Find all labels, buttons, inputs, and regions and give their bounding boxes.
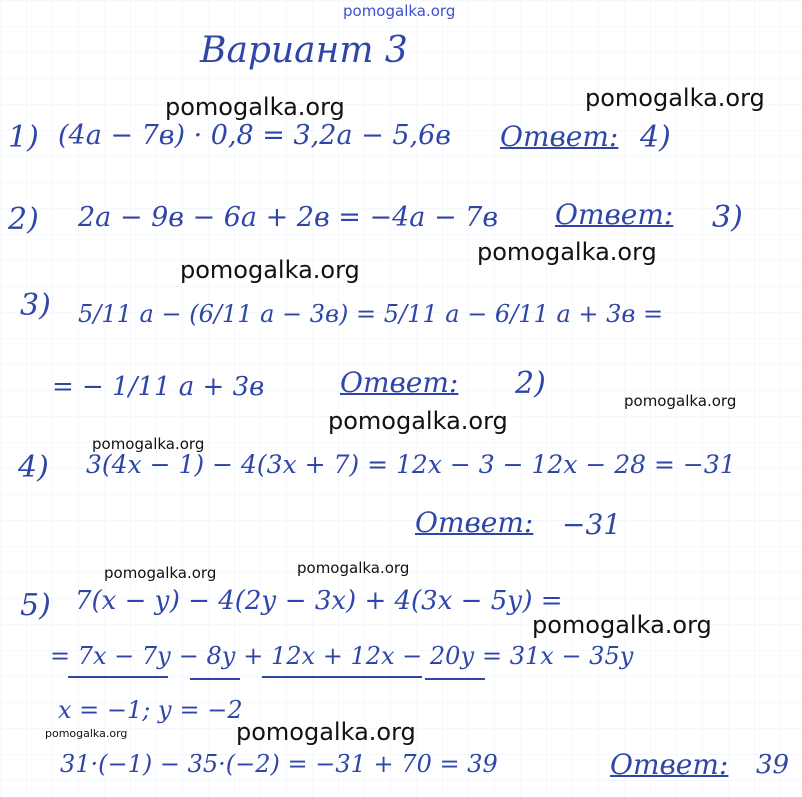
problem-4-answer: −31: [562, 508, 622, 541]
problem-4-answer-label: Ответ:: [415, 506, 534, 539]
watermark: pomogalka.org: [236, 718, 416, 746]
watermark: pomogalka.org: [477, 238, 657, 266]
watermark: pomogalka.org: [624, 392, 737, 410]
problem-4-expression: 3(4х − 1) − 4(3х + 7) = 12х − 3 − 12х − 28 = −31: [86, 450, 736, 479]
problem-1-expression: (4а − 7в) · 0,8 = 3,2а − 5,6в: [58, 120, 451, 151]
problem-1-number: 1): [8, 120, 39, 155]
problem-5-line-2: = 7х − 7у − 8у + 12х + 12х − 20у = 31х − 35у: [50, 642, 634, 670]
problem-3-answer: 2): [515, 366, 546, 401]
watermark: pomogalka.org: [532, 611, 712, 639]
problem-1-answer-label: Ответ:: [500, 120, 619, 153]
watermark: pomogalka.org: [92, 435, 205, 453]
header-watermark: pomogalka.org: [343, 2, 456, 20]
problem-1-answer: 4): [640, 120, 671, 155]
problem-5-line-1: 7(х − у) − 4(2у − 3х) + 4(3х − 5у) =: [75, 586, 563, 616]
underline-like-terms-4: [425, 678, 485, 680]
watermark: pomogalka.org: [104, 564, 217, 582]
problem-5-line-3: х = −1; у = −2: [58, 696, 243, 724]
underline-like-terms-1: [68, 676, 168, 678]
problem-5-answer-label: Ответ:: [610, 748, 729, 781]
problem-2-answer: 3): [712, 200, 743, 235]
watermark: pomogalka.org: [45, 727, 128, 740]
underline-like-terms-3: [262, 676, 422, 678]
problem-5-line-4: 31·(−1) − 35·(−2) = −31 + 70 = 39: [60, 750, 498, 778]
variant-title: Вариант 3: [200, 30, 408, 71]
watermark: pomogalka.org: [585, 84, 765, 112]
problem-3-number: 3): [20, 288, 51, 323]
problem-3-line-1: 5/11 а − (6/11 а − 3в) = 5/11 а − 6/11 а + 3в =: [78, 300, 664, 328]
watermark: pomogalka.org: [297, 559, 410, 577]
problem-2-expression: 2а − 9в − 6а + 2в = −4а − 7в: [78, 202, 499, 233]
watermark: pomogalka.org: [165, 93, 345, 121]
problem-2-answer-label: Ответ:: [555, 198, 674, 231]
problem-2-number: 2): [8, 202, 39, 237]
watermark: pomogalka.org: [328, 407, 508, 435]
problem-5-number: 5): [20, 588, 51, 623]
problem-4-number: 4): [18, 450, 49, 485]
underline-like-terms-2: [190, 678, 240, 680]
problem-3-answer-label: Ответ:: [340, 366, 459, 399]
problem-3-line-2: = − 1/11 а + 3в: [52, 372, 265, 402]
problem-5-answer: 39: [756, 750, 790, 780]
watermark: pomogalka.org: [180, 256, 360, 284]
